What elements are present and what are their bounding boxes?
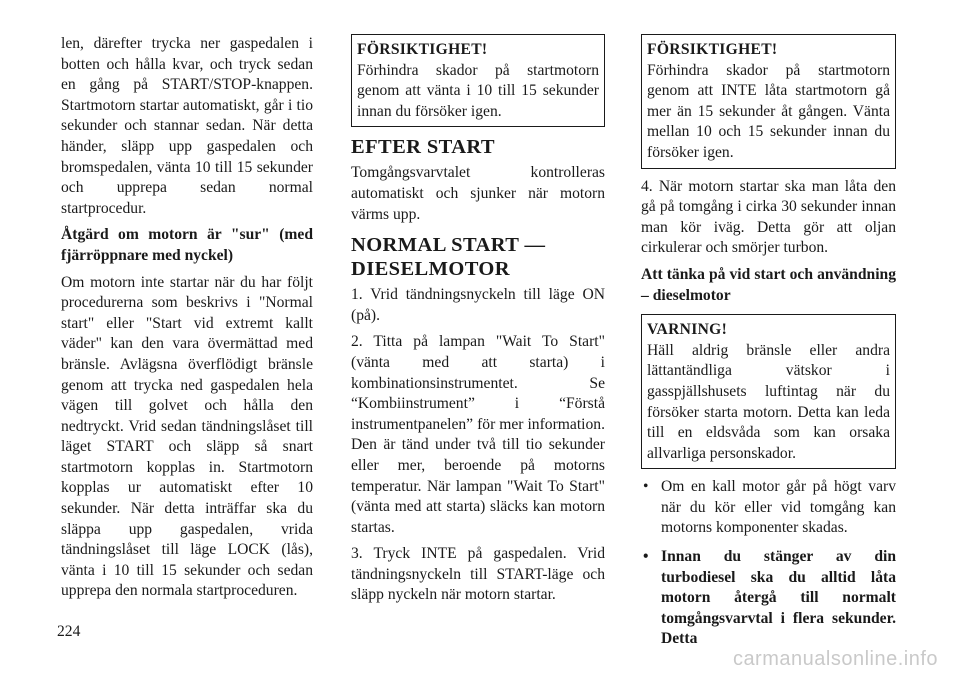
warning-text: Häll aldrig bränsle eller andra lättantändliga vätskor i gasspjällshusets luftintag när du försöker starta motorn. Detta kan leda till en eldsvåda som kan orsaka allvarliga personskador. (647, 341, 890, 462)
paragraph-continued: len, därefter trycka ner gaspedalen i botten och hålla kvar, och tryck sedan en gång på START/STOP-knappen. Startmotorn startar automatiskt, går i tio sekunder och stannar sedan. När detta händer, släpp upp gaspedalen och bromspedalen, vänta 10 till 15 sekunder och upprepa sedan normal startprocedur. (61, 35, 313, 217)
caution-title: FÖRSIKTIGHET! (647, 41, 778, 58)
step-4: 4. När motorn startar ska man låta den gå på tomgång i cirka 30 sekunder innan man kör iväg. Detta gör att oljan cirkulerar och smörjer turbon. (641, 177, 896, 257)
column-middle (351, 34, 605, 612)
paragraph-flooded-engine: Om motorn inte startar när du har följt procedurerna som beskrivs i "Normal start" eller "Start vid extremt kallt väder" kan den vara övermättad med bränsle. Avlägsna överflödigt bränsle genom att trycka ned gaspedalen hela vägen till golvet och hålla den nedtryckt. Vrid sedan tändningslåset till läget START och släpp så snart startmotorn kopplas in. Startmotorn kopplas ur automatiskt efter 10 sekunder. När detta inträffar ska du släppa upp gaspedalen, vrida tändningslåset till läge LOCK (lås), vänta i 10 till 15 sekunder och sedan upprepa den normala startproceduren. (61, 273, 313, 600)
step-3: 3. Tryck INTE på gaspedalen. Vrid tändningsnyckeln till START-läge och släpp nyckeln när motorn startar. (351, 545, 605, 604)
section-heading-flooded-engine: Åtgärd om motorn är "sur" (med fjärröppnare med nyckel) (61, 226, 313, 264)
warning-title: VARNING! (647, 321, 728, 339)
list-item: • Innan du stänger av din turbodiesel ska du alltid låta motorn återgå till normalt tomgångsvarvtal i flera sekunder. Detta (641, 547, 896, 650)
heading-after-start: EFTER START (351, 136, 495, 159)
step-2: 2. Titta på lampan "Wait To Start" (vänta med att starta) i kombinationsinstrumentet. Se “Kombiinstrument” i “Förstå instrumentpanelen” för mer information. Den är tänd under två till tio sekunder eller mer, beroende på motorns temperatur. När lampan "Wait To Start" (vänta med att starta) släcks kan motorn startas. (351, 333, 605, 536)
caution-box (641, 34, 896, 169)
section-heading-diesel-tips: Att tänka på vid start och användning – dieselmotor (641, 265, 896, 304)
warning-box (641, 314, 896, 469)
page-number: 224 (57, 623, 81, 640)
heading-normal-start-diesel: NORMAL START — DIESELMOTOR (351, 234, 546, 281)
watermark: carmanualsonline.info (732, 648, 938, 670)
column-left (61, 34, 313, 608)
caution-box (351, 34, 605, 127)
column-right (641, 34, 896, 658)
caution-text: Förhindra skador på startmotorn genom att vänta i 10 till 15 sekunder innan du försöker igen. (357, 61, 599, 120)
list-item: • Om en kall motor går på högt varv när du kör eller vid tomgång kan motorns komponenter skadas. (641, 477, 896, 539)
step-1: 1. Vrid tändningsnyckeln till läge ON (på). (351, 286, 605, 324)
caution-text: Förhindra skador på startmotorn genom att INTE låta startmotorn gå mer än 15 sekunder åt gången. Vänta mellan 10 och 15 sekunder innan du försöker igen. (647, 61, 890, 161)
paragraph-after-start: Tomgångsvarvtalet kontrolleras automatiskt och sjunker när motorn värms upp. (351, 164, 605, 223)
caution-title: FÖRSIKTIGHET! (357, 41, 488, 58)
bullet-list (641, 477, 896, 650)
